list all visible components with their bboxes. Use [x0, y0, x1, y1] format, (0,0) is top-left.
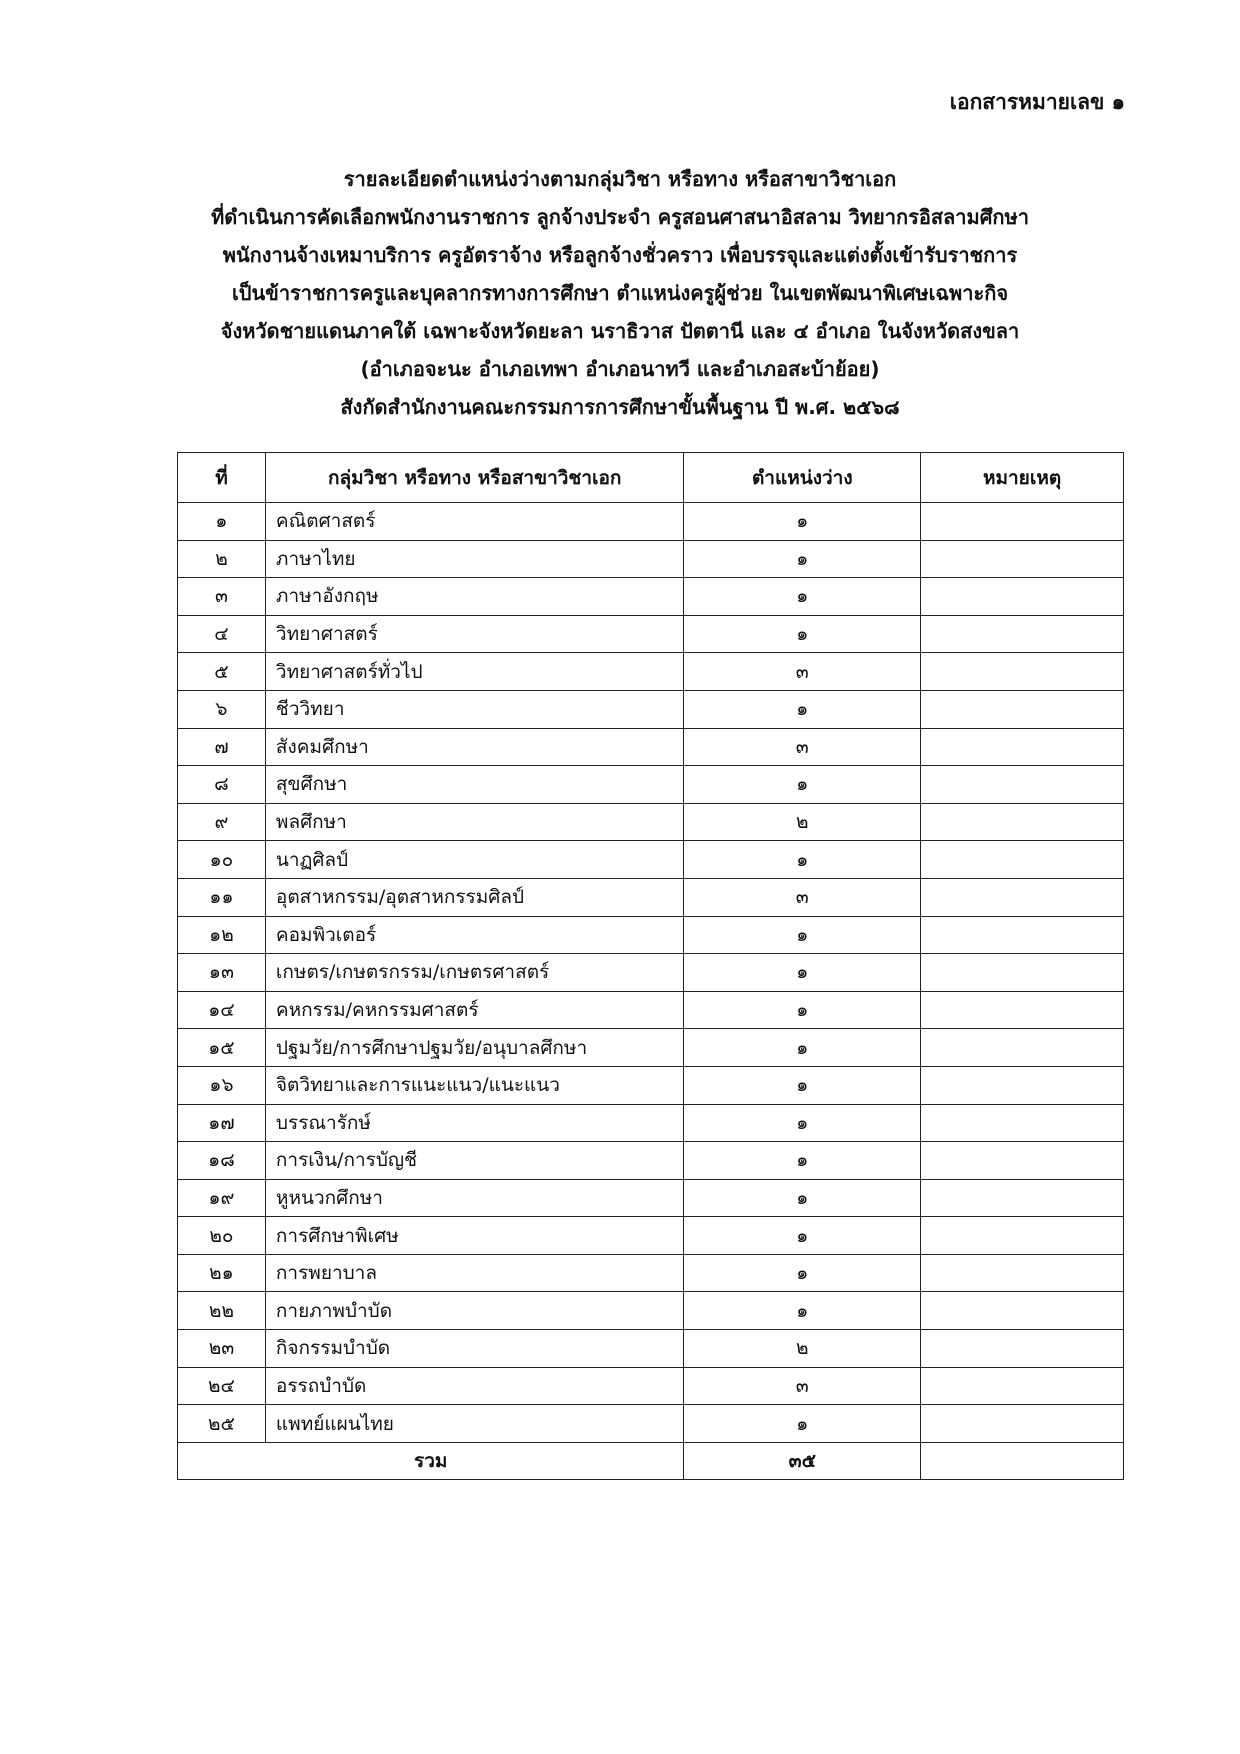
row-vacancy: ๑	[684, 1179, 921, 1217]
document-title	[0, 160, 1240, 426]
row-subject: วิทยาศาสตร์ทั่วไป	[265, 653, 684, 691]
row-vacancy: ๑	[684, 1405, 921, 1443]
row-remark	[921, 1179, 1124, 1217]
row-number: ๔	[178, 615, 266, 653]
total-remark	[921, 1442, 1124, 1480]
row-vacancy: ๑	[684, 690, 921, 728]
row-remark	[921, 1104, 1124, 1142]
row-vacancy: ๑	[684, 615, 921, 653]
row-subject: บรรณารักษ์	[265, 1104, 684, 1142]
row-number: ๑๐	[178, 841, 266, 879]
table-row	[178, 1254, 1124, 1292]
row-subject: ภาษาไทย	[265, 540, 684, 578]
table-row	[178, 653, 1124, 691]
title-line: (อำเภอจะนะ อำเภอเทพา อำเภอนาทวี และอำเภอสะบ้าย้อย)	[360, 357, 880, 381]
row-vacancy: ๑	[684, 1254, 921, 1292]
table-row	[178, 878, 1124, 916]
row-subject: หูหนวกศึกษา	[265, 1179, 684, 1217]
row-vacancy: ๑	[684, 916, 921, 954]
document-number: เอกสารหมายเลข ๑	[949, 90, 1125, 114]
row-subject: เกษตร/เกษตรกรรม/เกษตรศาสตร์	[265, 954, 684, 992]
row-number: ๙	[178, 803, 266, 841]
row-remark	[921, 916, 1124, 954]
row-number: ๓	[178, 578, 266, 616]
row-remark	[921, 954, 1124, 992]
row-vacancy: ๑	[684, 540, 921, 578]
table-row	[178, 1330, 1124, 1368]
table-row	[178, 728, 1124, 766]
row-subject: สังคมศึกษา	[265, 728, 684, 766]
row-number: ๒๒	[178, 1292, 266, 1330]
row-remark	[921, 991, 1124, 1029]
row-number: ๖	[178, 690, 266, 728]
row-subject: กายภาพบำบัด	[265, 1292, 684, 1330]
table-row	[178, 690, 1124, 728]
row-subject: การเงิน/การบัญชี	[265, 1142, 684, 1180]
row-subject: ชีววิทยา	[265, 690, 684, 728]
row-number: ๗	[178, 728, 266, 766]
row-number: ๑๙	[178, 1179, 266, 1217]
row-vacancy: ๑	[684, 1029, 921, 1067]
table-row	[178, 615, 1124, 653]
row-number: ๑๖	[178, 1066, 266, 1104]
row-remark	[921, 1405, 1124, 1443]
row-remark	[921, 728, 1124, 766]
row-subject: กิจกรรมบำบัด	[265, 1330, 684, 1368]
row-number: ๑๔	[178, 991, 266, 1029]
row-remark	[921, 1330, 1124, 1368]
header-vacancy: ตำแหน่งว่าง	[684, 453, 921, 503]
total-row	[178, 1442, 1124, 1480]
row-remark	[921, 653, 1124, 691]
row-vacancy: ๑	[684, 766, 921, 804]
row-remark	[921, 1029, 1124, 1067]
table-row	[178, 1292, 1124, 1330]
row-subject: อรรถบำบัด	[265, 1367, 684, 1405]
title-line: สังกัดสำนักงานคณะกรรมการการศึกษาขั้นพื้นฐาน ปี พ.ศ. ๒๕๖๘	[340, 395, 900, 419]
row-subject: คณิตศาสตร์	[265, 503, 684, 541]
vacancy-table	[177, 452, 1124, 1480]
row-vacancy: ๑	[684, 1104, 921, 1142]
row-subject: คหกรรม/คหกรรมศาสตร์	[265, 991, 684, 1029]
row-number: ๑	[178, 503, 266, 541]
title-line: เป็นข้าราชการครูและบุคลากรทางการศึกษา ตำแหน่งครูผู้ช่วย ในเขตพัฒนาพิเศษเฉพาะกิจ	[231, 281, 1009, 305]
table-header-row	[178, 453, 1124, 503]
row-vacancy: ๒	[684, 803, 921, 841]
row-remark	[921, 578, 1124, 616]
row-vacancy: ๑	[684, 503, 921, 541]
row-remark	[921, 878, 1124, 916]
row-vacancy: ๑	[684, 841, 921, 879]
table-body	[178, 503, 1124, 1443]
table-row	[178, 991, 1124, 1029]
row-subject: วิทยาศาสตร์	[265, 615, 684, 653]
row-number: ๑๒	[178, 916, 266, 954]
row-remark	[921, 841, 1124, 879]
total-vacancy: ๓๕	[684, 1442, 921, 1480]
title-line: ที่ดำเนินการคัดเลือกพนักงานราชการ ลูกจ้างประจำ ครูสอนศาสนาอิสลาม วิทยากรอิสลามศึกษา	[211, 205, 1029, 229]
row-subject: ภาษาอังกฤษ	[265, 578, 684, 616]
row-remark	[921, 803, 1124, 841]
row-number: ๒๑	[178, 1254, 266, 1292]
table-row	[178, 503, 1124, 541]
table-row	[178, 954, 1124, 992]
row-number: ๕	[178, 653, 266, 691]
row-subject: ปฐมวัย/การศึกษาปฐมวัย/อนุบาลศึกษา	[265, 1029, 684, 1067]
row-vacancy: ๑	[684, 1292, 921, 1330]
table-row	[178, 766, 1124, 804]
row-remark	[921, 1292, 1124, 1330]
row-remark	[921, 1142, 1124, 1180]
row-subject: จิตวิทยาและการแนะแนว/แนะแนว	[265, 1066, 684, 1104]
row-number: ๒๔	[178, 1367, 266, 1405]
table-row	[178, 540, 1124, 578]
row-number: ๒๕	[178, 1405, 266, 1443]
row-subject: แพทย์แผนไทย	[265, 1405, 684, 1443]
row-number: ๑๓	[178, 954, 266, 992]
row-vacancy: ๓	[684, 728, 921, 766]
row-subject: อุตสาหกรรม/อุตสาหกรรมศิลป์	[265, 878, 684, 916]
row-remark	[921, 1217, 1124, 1255]
row-vacancy: ๑	[684, 991, 921, 1029]
row-vacancy: ๑	[684, 1066, 921, 1104]
row-vacancy: ๓	[684, 878, 921, 916]
table-row	[178, 1217, 1124, 1255]
row-number: ๑๘	[178, 1142, 266, 1180]
row-vacancy: ๑	[684, 578, 921, 616]
row-number: ๑๕	[178, 1029, 266, 1067]
header-remark: หมายเหตุ	[921, 453, 1124, 503]
table-row	[178, 916, 1124, 954]
row-remark	[921, 1367, 1124, 1405]
row-number: ๒๐	[178, 1217, 266, 1255]
row-vacancy: ๓	[684, 1367, 921, 1405]
title-line: จังหวัดชายแดนภาคใต้ เฉพาะจังหวัดยะลา นราธิวาส ปัตตานี และ ๔ อำเภอ ในจังหวัดสงขลา	[220, 319, 1020, 343]
row-subject: พลศึกษา	[265, 803, 684, 841]
row-vacancy: ๒	[684, 1330, 921, 1368]
row-remark	[921, 690, 1124, 728]
row-subject: การศึกษาพิเศษ	[265, 1217, 684, 1255]
table-row	[178, 1104, 1124, 1142]
row-subject: การพยาบาล	[265, 1254, 684, 1292]
row-vacancy: ๓	[684, 653, 921, 691]
row-subject: สุขศึกษา	[265, 766, 684, 804]
row-remark	[921, 766, 1124, 804]
row-vacancy: ๑	[684, 1142, 921, 1180]
row-number: ๑๑	[178, 878, 266, 916]
row-remark	[921, 540, 1124, 578]
table-row	[178, 578, 1124, 616]
title-line: พนักงานจ้างเหมาบริการ ครูอัตราจ้าง หรือลูกจ้างชั่วคราว เพื่อบรรจุและแต่งตั้งเข้ารับราชการ	[222, 243, 1018, 267]
row-number: ๒๓	[178, 1330, 266, 1368]
header-no: ที่	[178, 453, 266, 503]
row-remark	[921, 503, 1124, 541]
row-subject: นาฏศิลป์	[265, 841, 684, 879]
row-number: ๑๗	[178, 1104, 266, 1142]
table-row	[178, 841, 1124, 879]
table-row	[178, 1066, 1124, 1104]
row-vacancy: ๑	[684, 954, 921, 992]
table-row	[178, 1029, 1124, 1067]
row-remark	[921, 615, 1124, 653]
header-subject: กลุ่มวิชา หรือทาง หรือสาขาวิชาเอก	[265, 453, 684, 503]
table-row	[178, 1142, 1124, 1180]
table-row	[178, 1179, 1124, 1217]
row-number: ๒	[178, 540, 266, 578]
table-row	[178, 803, 1124, 841]
table-row	[178, 1367, 1124, 1405]
row-remark	[921, 1254, 1124, 1292]
table-row	[178, 1405, 1124, 1443]
row-remark	[921, 1066, 1124, 1104]
row-vacancy: ๑	[684, 1217, 921, 1255]
total-label: รวม	[178, 1442, 684, 1480]
row-subject: คอมพิวเตอร์	[265, 916, 684, 954]
row-number: ๘	[178, 766, 266, 804]
title-line: รายละเอียดตำแหน่งว่างตามกลุ่มวิชา หรือทาง หรือสาขาวิชาเอก	[343, 167, 897, 191]
